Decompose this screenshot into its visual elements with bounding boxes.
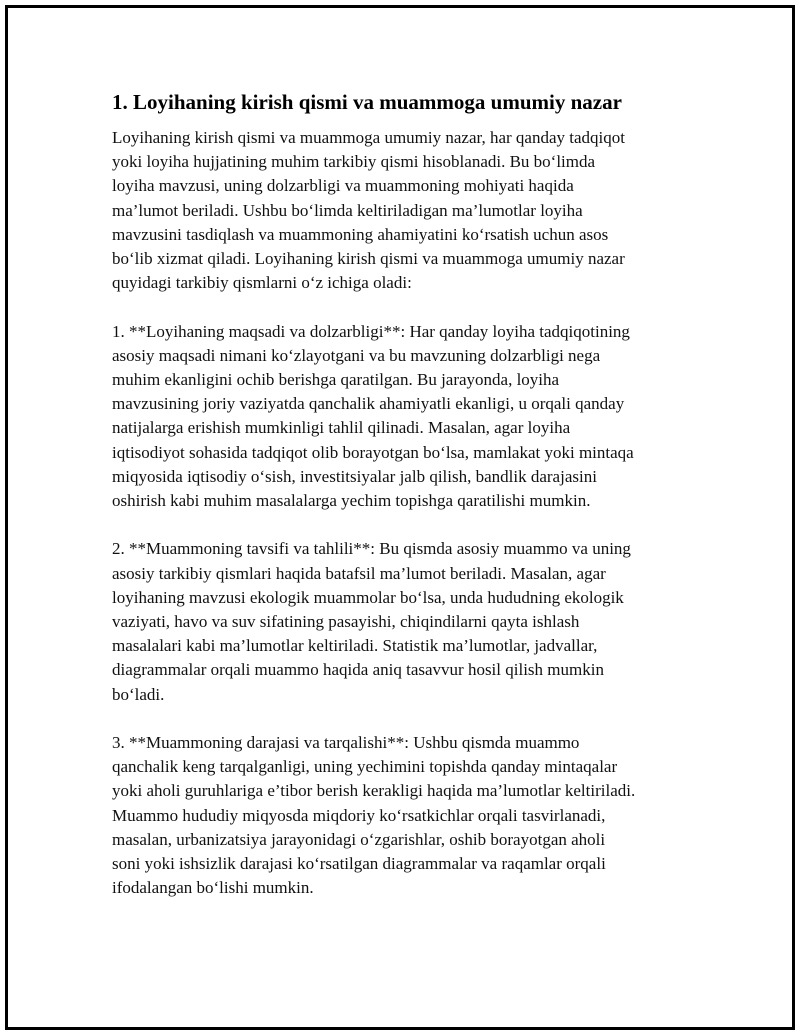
list-item-problem-description: 2. **Muammoning tavsifi va tahlili**: Bu qismda asosiy muammo va uning asosiy tarkibiy qismlari haqida batafsil ma’lumot beriladi. Masalan, agar loyihaning mavzusi ekologik muammolar bo‘lsa, unda hududning ekologik vaziyati, havo va suv sifatining pasayishi, chiqindilarni qayta ishlash masalalari kabi ma’lumotlar keltiriladi. Statistik ma’lumotlar, jadvallar, diagrammalar orqali muammo haqida aniq tasavvur hosil qilish mumkin bo‘ladi. — [112, 539, 631, 704]
section-heading: 1. Loyihaning kirish qismi va muammoga umumiy nazar — [112, 90, 622, 114]
list-item-purpose: 1. **Loyihaning maqsadi va dolzarbligi**: Har qanday loyiha tadqiqotining asosiy maqsadi nimani ko‘zlayotgani va bu mavzuning dolzarbligi nega muhim ekanligini ochib berishga qaratilgan. Bu jarayonda, loyiha mavzusining joriy vaziyatda qanchalik ahamiyatli ekanligi, u orqali qanday natijalarga erishish mumkinligi tahlil qilinadi. Masalan, agar loyiha iqtisodiyot sohasida tadqiqot olib borayotgan bo‘lsa, mamlakat yoki mintaqa miqyosida iqtisodiy o‘sish, investitsiyalar jalb qilish, bandlik darajasini oshirish kabi muhim masalalarga yechim topishga qaratilishi mumkin. — [112, 321, 634, 511]
list-item-problem-extent: 3. **Muammoning darajasi va tarqalishi**: Ushbu qismda muammo qanchalik keng tarqalganligi, uning yechimini topishda qanday mintaqalar yoki aholi guruhlariga e’tibor berish kerakligi haqida ma’lumotlar keltiriladi. Muammo hududiy miqyosda miqdoriy ko‘rsatkichlar orqali tasvirlanadi, masalan, urbanizatsiya jarayonidagi o‘zgarishlar, oshib borayotgan aholi soni yoki ishsizlik darajasi ko‘rsatilgan diagrammalar va raqamlar orqali ifodalangan bo‘lishi mumkin. — [112, 733, 636, 898]
document-body — [112, 88, 692, 925]
intro-paragraph: Loyihaning kirish qismi va muammoga umumiy nazar, har qanday tadqiqot yoki loyiha hujjatining muhim tarkibiy qismi hisoblanadi. Bu bo‘limda loyiha mavzusi, uning dolzarbligi va muammoning mohiyati haqida ma’lumot beriladi. Ushbu bo‘limda keltiriladigan ma’lumotlar loyiha mavzusini tasdiqlash va muammoning ahamiyatini ko‘rsatish uchun asos bo‘lib xizmat qiladi. Loyihaning kirish qismi va muammoga umumiy nazar quyidagi tarkibiy qismlarni o‘z ichiga oladi: — [112, 128, 625, 293]
